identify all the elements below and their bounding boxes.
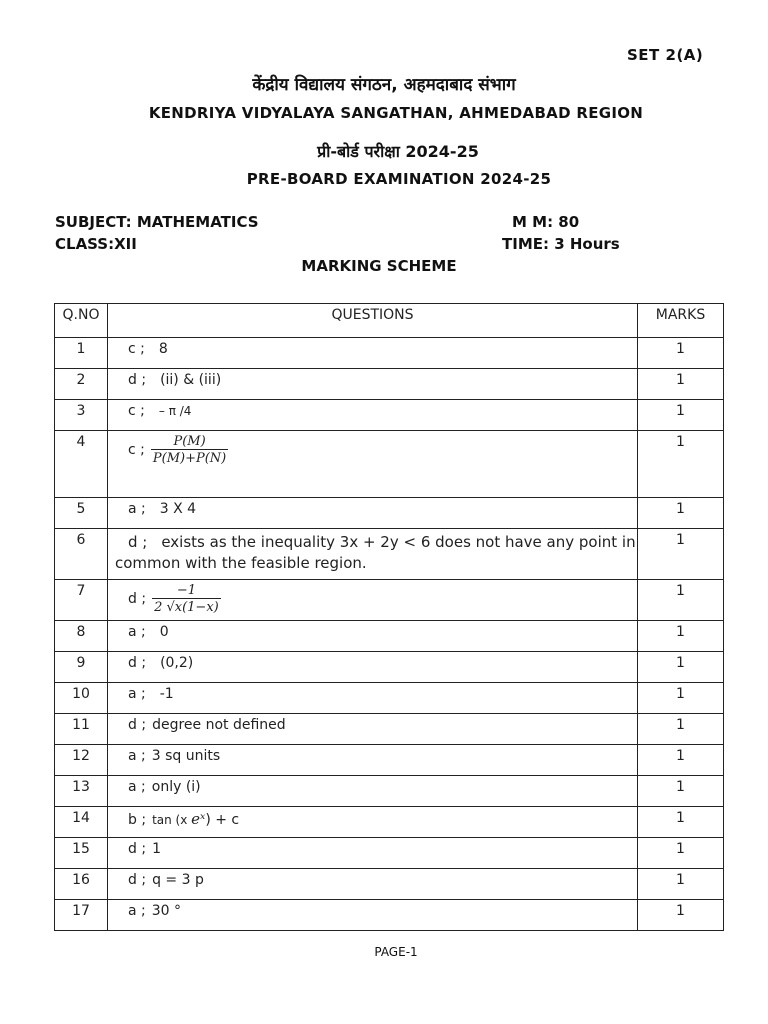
qno-cell: 17 [55,900,108,931]
qno-cell: 12 [55,745,108,776]
answer-cell [108,652,638,683]
answer-cell [108,869,638,900]
answer-text: 3 sq units [151,748,221,764]
marks-cell: 1 [638,683,724,714]
marks-cell: 1 [638,776,724,807]
answer-cell [108,580,638,621]
qno-cell: 11 [55,714,108,745]
qno-cell: 6 [55,529,108,580]
answer-text: 0 [159,624,169,640]
table-row [55,400,724,431]
page-number: PAGE-1 [374,945,418,959]
table-row [55,498,724,529]
fraction-denominator: P(M)+P(N) [152,451,227,466]
answer-option: a ; [128,501,146,517]
marks-cell: 1 [638,498,724,529]
marks-cell: 1 [638,580,724,621]
org-heading: KENDRIYA VIDYALAYA SANGATHAN, AHMEDABAD REGION [148,104,644,122]
table-row [55,338,724,369]
qno-cell: 14 [55,807,108,838]
qno-cell: 16 [55,869,108,900]
table-row [55,529,724,580]
answer-text-suffix: ) + c [205,812,240,828]
qno-cell: 1 [55,338,108,369]
answer-option: d ; [128,655,147,671]
answer-text: only (i) [151,779,201,795]
marks-cell: 1 [638,652,724,683]
qno-cell: 15 [55,838,108,869]
marks-cell: 1 [638,529,724,580]
class-label: CLASS:XII [55,235,137,253]
answer-fraction [152,583,221,615]
marks-cell: 1 [638,900,724,931]
table-row [55,745,724,776]
answer-text: (ii) & (iii) [160,372,222,388]
answer-option: a ; [128,686,146,702]
answer-cell [108,529,638,580]
answer-option: d ; [128,591,147,607]
answer-option: d ; [128,533,148,551]
exam-heading: PRE-BOARD EXAMINATION 2024-25 [246,170,552,188]
answer-cell [108,714,638,745]
marks-cell: 1 [638,431,724,498]
marks-cell: 1 [638,369,724,400]
answer-cell [108,369,638,400]
fraction-numerator: P(M) [173,434,206,449]
marks-cell: 1 [638,621,724,652]
table-header-row [55,304,724,338]
answer-cell [108,400,638,431]
answer-text: – π /4 [158,404,192,418]
max-marks-label: M M: 80 [512,213,580,231]
header-questions: QUESTIONS [108,304,638,338]
answer-text: 3 X 4 [159,501,197,517]
marks-cell: 1 [638,838,724,869]
answer-cell [108,621,638,652]
table-row [55,580,724,621]
answer-text: 8 [158,341,168,357]
table-row [55,621,724,652]
qno-cell: 8 [55,621,108,652]
answer-option: a ; [128,903,146,919]
marks-cell: 1 [638,745,724,776]
answer-option: d ; [128,372,147,388]
qno-cell: 4 [55,431,108,498]
answer-text: -1 [159,686,174,702]
table-row [55,869,724,900]
answer-option: d ; [128,717,147,733]
fraction-denominator: 2 √x(1−x) [154,600,219,615]
answer-cell [108,776,638,807]
marks-cell: 1 [638,807,724,838]
table-row [55,807,724,838]
answer-fraction [151,434,228,466]
answer-option: a ; [128,779,146,795]
answer-option: b ; [128,812,147,828]
answer-text: 1 [152,841,161,857]
table-row [55,714,724,745]
table-row [55,683,724,714]
answer-text: 30 ° [151,903,182,919]
answer-cell [108,838,638,869]
answer-option: d ; [128,841,147,857]
qno-cell: 5 [55,498,108,529]
answer-text: (0,2) [160,655,194,671]
header-marks: MARKS [638,304,724,338]
set-label: SET 2(A) [627,46,704,64]
answer-option: c ; [128,341,145,357]
answer-cell [108,431,638,498]
qno-cell: 13 [55,776,108,807]
answer-exponent: eˣ [191,810,206,828]
answer-option: a ; [128,748,146,764]
table-row [55,900,724,931]
qno-cell: 7 [55,580,108,621]
marks-cell: 1 [638,338,724,369]
answer-option: a ; [128,624,146,640]
answer-text: exists as the inequality 3x + 2y < 6 does not have any point in common with the feasible region. [115,533,636,572]
subject-label: SUBJECT: MATHEMATICS [55,213,259,231]
document-title: MARKING SCHEME [301,257,457,275]
table-row [55,369,724,400]
answer-option: c ; [128,442,145,458]
answer-option: c ; [128,403,145,419]
time-label: TIME: 3 Hours [502,235,620,253]
answer-cell [108,338,638,369]
hindi-exam-heading: प्री-बोर्ड परीक्षा 2024-25 [317,142,479,161]
header-qno: Q.NO [55,304,108,338]
qno-cell: 3 [55,400,108,431]
qno-cell: 2 [55,369,108,400]
answer-cell [108,683,638,714]
marking-scheme-table [54,303,724,931]
qno-cell: 10 [55,683,108,714]
table-row [55,838,724,869]
table-row [55,652,724,683]
marks-cell: 1 [638,400,724,431]
answer-option: d ; [128,872,147,888]
answer-text-prefix: tan (x [152,813,192,827]
marks-cell: 1 [638,869,724,900]
marks-cell: 1 [638,714,724,745]
table-row [55,776,724,807]
answer-cell [108,745,638,776]
answer-cell [108,498,638,529]
answer-text: q = 3 p [152,872,204,888]
fraction-numerator: −1 [176,583,196,598]
qno-cell: 9 [55,652,108,683]
answer-cell [108,900,638,931]
answer-cell [108,807,638,838]
hindi-org-heading: केंद्रीय विद्यालय संगठन, अहमदाबाद संभाग [252,75,516,95]
answer-text: degree not defined [152,717,286,733]
table-row [55,431,724,498]
